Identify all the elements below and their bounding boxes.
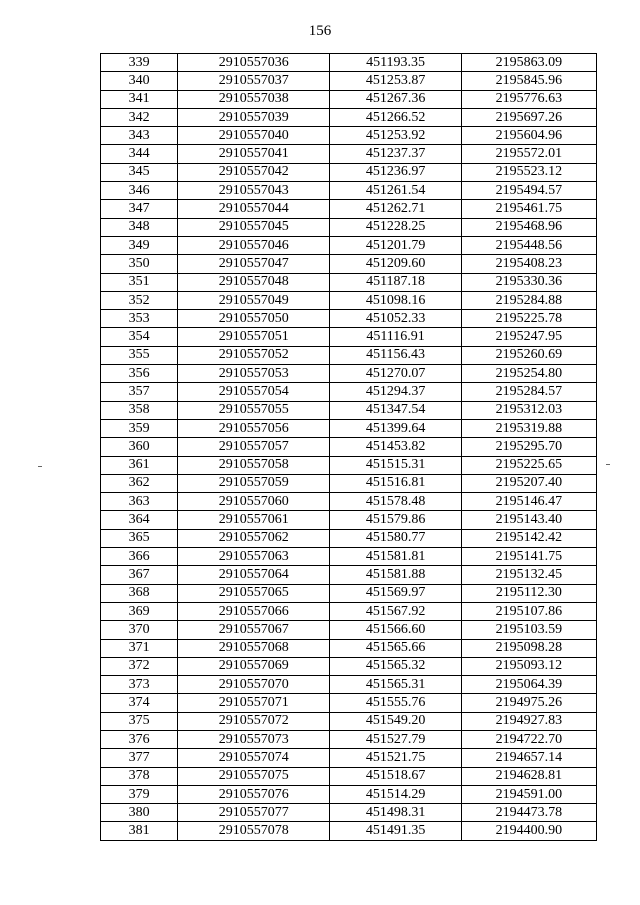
point-number-cell: 348: [101, 218, 178, 236]
x-coordinate-cell: 451578.48: [330, 493, 461, 511]
x-coordinate-cell: 451267.36: [330, 90, 461, 108]
point-number-cell: 376: [101, 730, 178, 748]
y-coordinate-cell: 2195093.12: [461, 657, 596, 675]
point-number-cell: 367: [101, 566, 178, 584]
point-number-cell: 361: [101, 456, 178, 474]
point-number-cell: 363: [101, 493, 178, 511]
point-number-cell: 366: [101, 548, 178, 566]
y-coordinate-cell: 2195064.39: [461, 676, 596, 694]
y-coordinate-cell: 2195112.30: [461, 584, 596, 602]
point-id-cell: 2910557053: [178, 365, 330, 383]
point-id-cell: 2910557075: [178, 767, 330, 785]
y-coordinate-cell: 2195284.88: [461, 291, 596, 309]
point-id-cell: 2910557064: [178, 566, 330, 584]
table-row: [101, 108, 597, 126]
x-coordinate-cell: 451565.32: [330, 657, 461, 675]
point-number-cell: 360: [101, 438, 178, 456]
point-number-cell: 364: [101, 511, 178, 529]
x-coordinate-cell: 451521.75: [330, 749, 461, 767]
y-coordinate-cell: 2195295.70: [461, 438, 596, 456]
y-coordinate-cell: 2195247.95: [461, 328, 596, 346]
point-id-cell: 2910557059: [178, 474, 330, 492]
y-coordinate-cell: 2195863.09: [461, 54, 596, 72]
x-coordinate-cell: 451567.92: [330, 602, 461, 620]
point-number-cell: 357: [101, 383, 178, 401]
y-coordinate-cell: 2195207.40: [461, 474, 596, 492]
table-row: [101, 657, 597, 675]
x-coordinate-cell: 451580.77: [330, 529, 461, 547]
y-coordinate-cell: 2195098.28: [461, 639, 596, 657]
point-number-cell: 380: [101, 804, 178, 822]
point-number-cell: 369: [101, 602, 178, 620]
table-row: [101, 383, 597, 401]
y-coordinate-cell: 2195312.03: [461, 401, 596, 419]
point-id-cell: 2910557057: [178, 438, 330, 456]
table-row: [101, 310, 597, 328]
x-coordinate-cell: 451515.31: [330, 456, 461, 474]
table-row: [101, 72, 597, 90]
point-id-cell: 2910557072: [178, 712, 330, 730]
point-id-cell: 2910557042: [178, 163, 330, 181]
y-coordinate-cell: 2194591.00: [461, 785, 596, 803]
x-coordinate-cell: 451518.67: [330, 767, 461, 785]
table-row: [101, 493, 597, 511]
y-coordinate-cell: 2195697.26: [461, 108, 596, 126]
point-id-cell: 2910557062: [178, 529, 330, 547]
point-id-cell: 2910557048: [178, 273, 330, 291]
point-id-cell: 2910557056: [178, 419, 330, 437]
point-id-cell: 2910557058: [178, 456, 330, 474]
table-row: [101, 218, 597, 236]
table-row: [101, 456, 597, 474]
point-id-cell: 2910557076: [178, 785, 330, 803]
y-coordinate-cell: 2194722.70: [461, 730, 596, 748]
point-number-cell: 359: [101, 419, 178, 437]
point-id-cell: 2910557068: [178, 639, 330, 657]
x-coordinate-cell: 451347.54: [330, 401, 461, 419]
point-id-cell: 2910557060: [178, 493, 330, 511]
table-row: [101, 676, 597, 694]
table-row: [101, 511, 597, 529]
point-id-cell: 2910557061: [178, 511, 330, 529]
table-row: [101, 163, 597, 181]
x-coordinate-cell: 451498.31: [330, 804, 461, 822]
y-coordinate-cell: 2195461.75: [461, 200, 596, 218]
table-row: [101, 182, 597, 200]
table-row: [101, 822, 597, 840]
point-id-cell: 2910557050: [178, 310, 330, 328]
point-id-cell: 2910557070: [178, 676, 330, 694]
table-row: [101, 200, 597, 218]
table-row: [101, 767, 597, 785]
y-coordinate-cell: 2194473.78: [461, 804, 596, 822]
y-coordinate-cell: 2195103.59: [461, 621, 596, 639]
point-number-cell: 340: [101, 72, 178, 90]
y-coordinate-cell: 2195319.88: [461, 419, 596, 437]
point-number-cell: 381: [101, 822, 178, 840]
point-id-cell: 2910557051: [178, 328, 330, 346]
point-id-cell: 2910557044: [178, 200, 330, 218]
table-row: [101, 602, 597, 620]
point-id-cell: 2910557073: [178, 730, 330, 748]
y-coordinate-cell: 2195132.45: [461, 566, 596, 584]
x-coordinate-cell: 451098.16: [330, 291, 461, 309]
point-id-cell: 2910557049: [178, 291, 330, 309]
point-number-cell: 341: [101, 90, 178, 108]
point-id-cell: 2910557069: [178, 657, 330, 675]
x-coordinate-cell: 451566.60: [330, 621, 461, 639]
x-coordinate-cell: 451236.97: [330, 163, 461, 181]
y-coordinate-cell: 2195142.42: [461, 529, 596, 547]
table-row: [101, 804, 597, 822]
x-coordinate-cell: 451270.07: [330, 365, 461, 383]
x-coordinate-cell: 451294.37: [330, 383, 461, 401]
table-row: [101, 785, 597, 803]
x-coordinate-cell: 451527.79: [330, 730, 461, 748]
table-row: [101, 438, 597, 456]
y-coordinate-cell: 2195107.86: [461, 602, 596, 620]
y-coordinate-cell: 2195330.36: [461, 273, 596, 291]
page-number: 156: [308, 23, 332, 39]
y-coordinate-cell: 2194657.14: [461, 749, 596, 767]
y-coordinate-cell: 2194400.90: [461, 822, 596, 840]
table-row: [101, 529, 597, 547]
table-row: [101, 712, 597, 730]
table-row: [101, 474, 597, 492]
y-coordinate-cell: 2195494.57: [461, 182, 596, 200]
y-coordinate-cell: 2195523.12: [461, 163, 596, 181]
point-number-cell: 343: [101, 127, 178, 145]
point-number-cell: 350: [101, 255, 178, 273]
point-number-cell: 365: [101, 529, 178, 547]
point-number-cell: 344: [101, 145, 178, 163]
point-id-cell: 2910557063: [178, 548, 330, 566]
table-row: [101, 127, 597, 145]
table-row: [101, 548, 597, 566]
point-number-cell: 352: [101, 291, 178, 309]
table-row: [101, 328, 597, 346]
table-row: [101, 54, 597, 72]
table-row: [101, 346, 597, 364]
y-coordinate-cell: 2195408.23: [461, 255, 596, 273]
coordinates-table-body: [101, 54, 597, 841]
point-number-cell: 346: [101, 182, 178, 200]
point-number-cell: 351: [101, 273, 178, 291]
point-number-cell: 354: [101, 328, 178, 346]
table-row: [101, 566, 597, 584]
y-coordinate-cell: 2195468.96: [461, 218, 596, 236]
point-id-cell: 2910557036: [178, 54, 330, 72]
point-number-cell: 356: [101, 365, 178, 383]
point-id-cell: 2910557047: [178, 255, 330, 273]
y-coordinate-cell: 2195141.75: [461, 548, 596, 566]
x-coordinate-cell: 451516.81: [330, 474, 461, 492]
point-number-cell: 339: [101, 54, 178, 72]
table-row: [101, 621, 597, 639]
x-coordinate-cell: 451453.82: [330, 438, 461, 456]
point-id-cell: 2910557039: [178, 108, 330, 126]
x-coordinate-cell: 451209.60: [330, 255, 461, 273]
point-id-cell: 2910557040: [178, 127, 330, 145]
y-coordinate-cell: 2194628.81: [461, 767, 596, 785]
x-coordinate-cell: 451193.35: [330, 54, 461, 72]
y-coordinate-cell: 2195284.57: [461, 383, 596, 401]
point-id-cell: 2910557066: [178, 602, 330, 620]
y-coordinate-cell: 2195254.80: [461, 365, 596, 383]
x-coordinate-cell: 451228.25: [330, 218, 461, 236]
table-row: [101, 273, 597, 291]
point-number-cell: 355: [101, 346, 178, 364]
y-coordinate-cell: 2195225.65: [461, 456, 596, 474]
point-number-cell: 378: [101, 767, 178, 785]
x-coordinate-cell: 451555.76: [330, 694, 461, 712]
x-coordinate-cell: 451253.87: [330, 72, 461, 90]
x-coordinate-cell: 451514.29: [330, 785, 461, 803]
point-number-cell: 370: [101, 621, 178, 639]
point-id-cell: 2910557054: [178, 383, 330, 401]
x-coordinate-cell: 451052.33: [330, 310, 461, 328]
y-coordinate-cell: 2194975.26: [461, 694, 596, 712]
table-row: [101, 255, 597, 273]
table-row: [101, 365, 597, 383]
margin-mark-right: [606, 464, 610, 465]
point-id-cell: 2910557041: [178, 145, 330, 163]
y-coordinate-cell: 2195572.01: [461, 145, 596, 163]
table-row: [101, 639, 597, 657]
point-number-cell: 342: [101, 108, 178, 126]
x-coordinate-cell: 451187.18: [330, 273, 461, 291]
point-number-cell: 371: [101, 639, 178, 657]
point-number-cell: 379: [101, 785, 178, 803]
point-number-cell: 362: [101, 474, 178, 492]
y-coordinate-cell: 2195260.69: [461, 346, 596, 364]
point-number-cell: 374: [101, 694, 178, 712]
x-coordinate-cell: 451549.20: [330, 712, 461, 730]
table-row: [101, 584, 597, 602]
x-coordinate-cell: 451262.71: [330, 200, 461, 218]
table-row: [101, 291, 597, 309]
x-coordinate-cell: 451261.54: [330, 182, 461, 200]
y-coordinate-cell: 2194927.83: [461, 712, 596, 730]
x-coordinate-cell: 451581.81: [330, 548, 461, 566]
y-coordinate-cell: 2195146.47: [461, 493, 596, 511]
margin-mark-left: [38, 466, 42, 467]
point-id-cell: 2910557065: [178, 584, 330, 602]
y-coordinate-cell: 2195776.63: [461, 90, 596, 108]
x-coordinate-cell: 451237.37: [330, 145, 461, 163]
table-row: [101, 419, 597, 437]
point-number-cell: 373: [101, 676, 178, 694]
x-coordinate-cell: 451116.91: [330, 328, 461, 346]
x-coordinate-cell: 451565.31: [330, 676, 461, 694]
point-id-cell: 2910557045: [178, 218, 330, 236]
x-coordinate-cell: 451565.66: [330, 639, 461, 657]
x-coordinate-cell: 451399.64: [330, 419, 461, 437]
x-coordinate-cell: 451266.52: [330, 108, 461, 126]
y-coordinate-cell: 2195845.96: [461, 72, 596, 90]
point-number-cell: 377: [101, 749, 178, 767]
x-coordinate-cell: 451581.88: [330, 566, 461, 584]
point-number-cell: 349: [101, 236, 178, 254]
table-row: [101, 401, 597, 419]
y-coordinate-cell: 2195225.78: [461, 310, 596, 328]
point-id-cell: 2910557046: [178, 236, 330, 254]
x-coordinate-cell: 451201.79: [330, 236, 461, 254]
x-coordinate-cell: 451491.35: [330, 822, 461, 840]
table-row: [101, 236, 597, 254]
point-id-cell: 2910557052: [178, 346, 330, 364]
point-number-cell: 358: [101, 401, 178, 419]
x-coordinate-cell: 451253.92: [330, 127, 461, 145]
table-row: [101, 749, 597, 767]
table-row: [101, 694, 597, 712]
point-number-cell: 368: [101, 584, 178, 602]
x-coordinate-cell: 451569.97: [330, 584, 461, 602]
x-coordinate-cell: 451579.86: [330, 511, 461, 529]
y-coordinate-cell: 2195143.40: [461, 511, 596, 529]
point-number-cell: 353: [101, 310, 178, 328]
point-id-cell: 2910557071: [178, 694, 330, 712]
point-id-cell: 2910557077: [178, 804, 330, 822]
point-id-cell: 2910557055: [178, 401, 330, 419]
point-id-cell: 2910557074: [178, 749, 330, 767]
x-coordinate-cell: 451156.43: [330, 346, 461, 364]
point-number-cell: 347: [101, 200, 178, 218]
point-number-cell: 375: [101, 712, 178, 730]
table-row: [101, 730, 597, 748]
point-id-cell: 2910557038: [178, 90, 330, 108]
point-id-cell: 2910557067: [178, 621, 330, 639]
point-id-cell: 2910557078: [178, 822, 330, 840]
point-id-cell: 2910557037: [178, 72, 330, 90]
point-id-cell: 2910557043: [178, 182, 330, 200]
table-row: [101, 145, 597, 163]
y-coordinate-cell: 2195448.56: [461, 236, 596, 254]
table-row: [101, 90, 597, 108]
coordinates-table: [100, 53, 597, 841]
point-number-cell: 372: [101, 657, 178, 675]
point-number-cell: 345: [101, 163, 178, 181]
y-coordinate-cell: 2195604.96: [461, 127, 596, 145]
